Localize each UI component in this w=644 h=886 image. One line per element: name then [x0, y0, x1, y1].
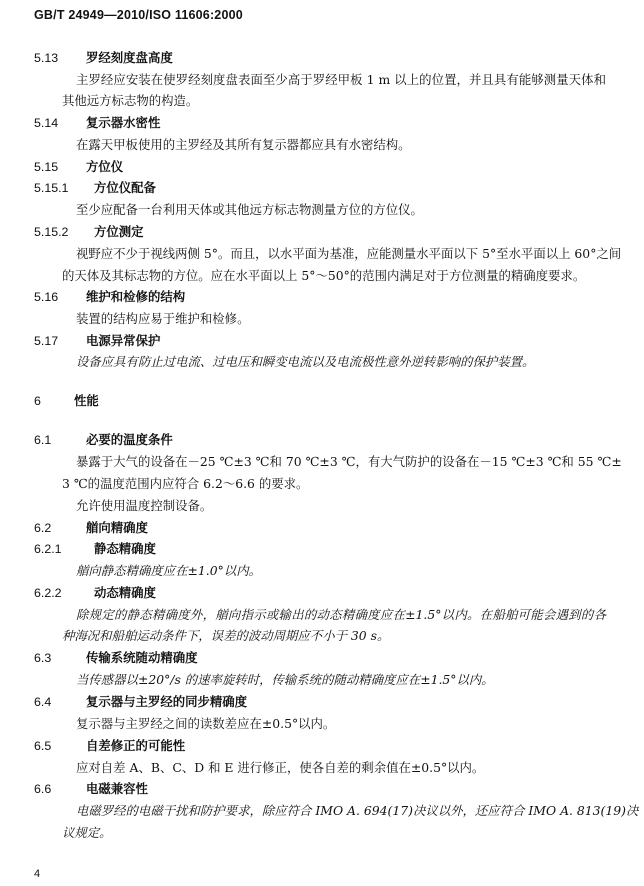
paragraph-line: 议规定。 — [62, 825, 112, 840]
section-title: 必要的温度条件 — [86, 432, 173, 447]
section-title: 艏向精确度 — [86, 520, 148, 535]
section-title: 方位仪 — [86, 159, 124, 174]
section-heading — [34, 180, 156, 196]
section-number: 6.1 — [34, 433, 52, 447]
paragraph-line: 电磁罗经的电磁干扰和防护要求，除应符合 IMO A. 694(17)决议以外，还应符合 IMO A. 813(19)决 — [76, 803, 639, 818]
section-number: 5.15 — [34, 160, 59, 174]
section-heading — [34, 115, 160, 131]
paragraph-line: 主罗经应安装在使罗经刻度盘表面至少高于罗经甲板 1 m 以上的位置，并且具有能够测量天体和 — [76, 72, 606, 87]
section-title: 罗经刻度盘高度 — [86, 50, 173, 65]
paragraph-line: 应对自差 A、B、C、D 和 E 进行修正，使各自差的剩余值在±0.5°以内。 — [76, 760, 485, 775]
section-number: 5.13 — [34, 51, 59, 65]
section-heading — [34, 289, 185, 305]
section-number: 5.17 — [34, 334, 59, 348]
paragraph-line: 其他远方标志物的构造。 — [62, 93, 199, 108]
chapter-heading — [34, 393, 99, 409]
section-number: 6.2.2 — [34, 586, 62, 600]
section-title: 方位仪配备 — [94, 180, 156, 195]
section-heading — [34, 224, 144, 240]
section-title: 电磁兼容性 — [86, 781, 148, 796]
section-heading — [34, 159, 123, 175]
section-title: 维护和检修的结构 — [86, 289, 186, 304]
section-heading — [34, 694, 247, 710]
section-title: 电源异常保护 — [86, 333, 161, 348]
section-heading — [34, 738, 185, 754]
section-heading — [34, 585, 156, 601]
section-title: 动态精确度 — [94, 585, 156, 600]
section-number: 5.15.1 — [34, 181, 69, 195]
section-number: 6.2 — [34, 521, 52, 535]
paragraph-line: 的天体及其标志物的方位。应在水平面以上 5°～50°的范围内满足对于方位测量的精确度要求。 — [62, 268, 586, 283]
paragraph-line: 至少应配备一台利用天体或其他远方标志物测量方位的方位仪。 — [76, 202, 423, 217]
section-number: 5.14 — [34, 116, 59, 130]
paragraph-line: 允许使用温度控制设备。 — [76, 498, 213, 513]
section-number: 5.15.2 — [34, 225, 69, 239]
paragraph-line: 暴露于大气的设备在－25 ℃±3 ℃和 70 ℃±3 ℃，有大气防护的设备在－15 ℃±3 ℃和 55 ℃± — [76, 454, 622, 469]
section-heading — [34, 650, 198, 666]
section-number: 6.2.1 — [34, 542, 62, 556]
section-heading — [34, 333, 160, 349]
section-heading — [34, 520, 148, 536]
section-title: 静态精确度 — [94, 541, 156, 556]
paragraph-line: 当传感器以±20°/s 的速率旋转时，传输系统的随动精确度应在±1.5°以内。 — [76, 672, 494, 687]
paragraph-line: 在露天甲板使用的主罗经及其所有复示器都应具有水密结构。 — [76, 137, 411, 152]
section-title: 传输系统随动精确度 — [86, 650, 198, 665]
section-heading — [34, 432, 173, 448]
paragraph-line: 复示器与主罗经之间的读数差应在±0.5°以内。 — [76, 716, 336, 731]
chapter-number: 6 — [34, 394, 41, 408]
section-number: 6.4 — [34, 695, 52, 709]
section-number: 6.3 — [34, 651, 52, 665]
section-heading — [34, 781, 148, 797]
paragraph-line: 装置的结构应易于维护和检修。 — [76, 311, 250, 326]
paragraph-line: 种海况和船舶运动条件下，误差的波动周期应不小于 30 s。 — [62, 628, 390, 643]
section-title: 复示器与主罗经的同步精确度 — [86, 694, 248, 709]
section-number: 6.5 — [34, 739, 52, 753]
paragraph-line: 艏向静态精确度应在±1.0°以内。 — [76, 563, 261, 578]
section-title: 自差修正的可能性 — [86, 738, 186, 753]
section-number: 6.6 — [34, 782, 52, 796]
chapter-title: 性能 — [74, 393, 99, 408]
page-number: 4 — [34, 868, 41, 880]
section-heading — [34, 50, 173, 66]
section-heading — [34, 541, 156, 557]
paragraph-line: 3 ℃的温度范围内应符合 6.2～6.6 的要求。 — [62, 476, 309, 491]
section-title: 方位测定 — [94, 224, 144, 239]
paragraph-line: 设备应具有防止过电流、过电压和瞬变电流以及电流极性意外逆转影响的保护装置。 — [76, 354, 535, 369]
standard-header: GB/T 24949—2010/ISO 11606:2000 — [34, 8, 243, 22]
section-number: 5.16 — [34, 290, 59, 304]
paragraph-line: 视野应不少于视线两侧 5°。而且，以水平面为基准，应能测量水平面以下 5°至水平面以上 60°之间 — [76, 246, 622, 261]
paragraph-line: 除规定的静态精确度外，艏向指示或输出的动态精确度应在±1.5°以内。在船舶可能会遇到的各 — [76, 607, 606, 622]
section-title: 复示器水密性 — [86, 115, 161, 130]
